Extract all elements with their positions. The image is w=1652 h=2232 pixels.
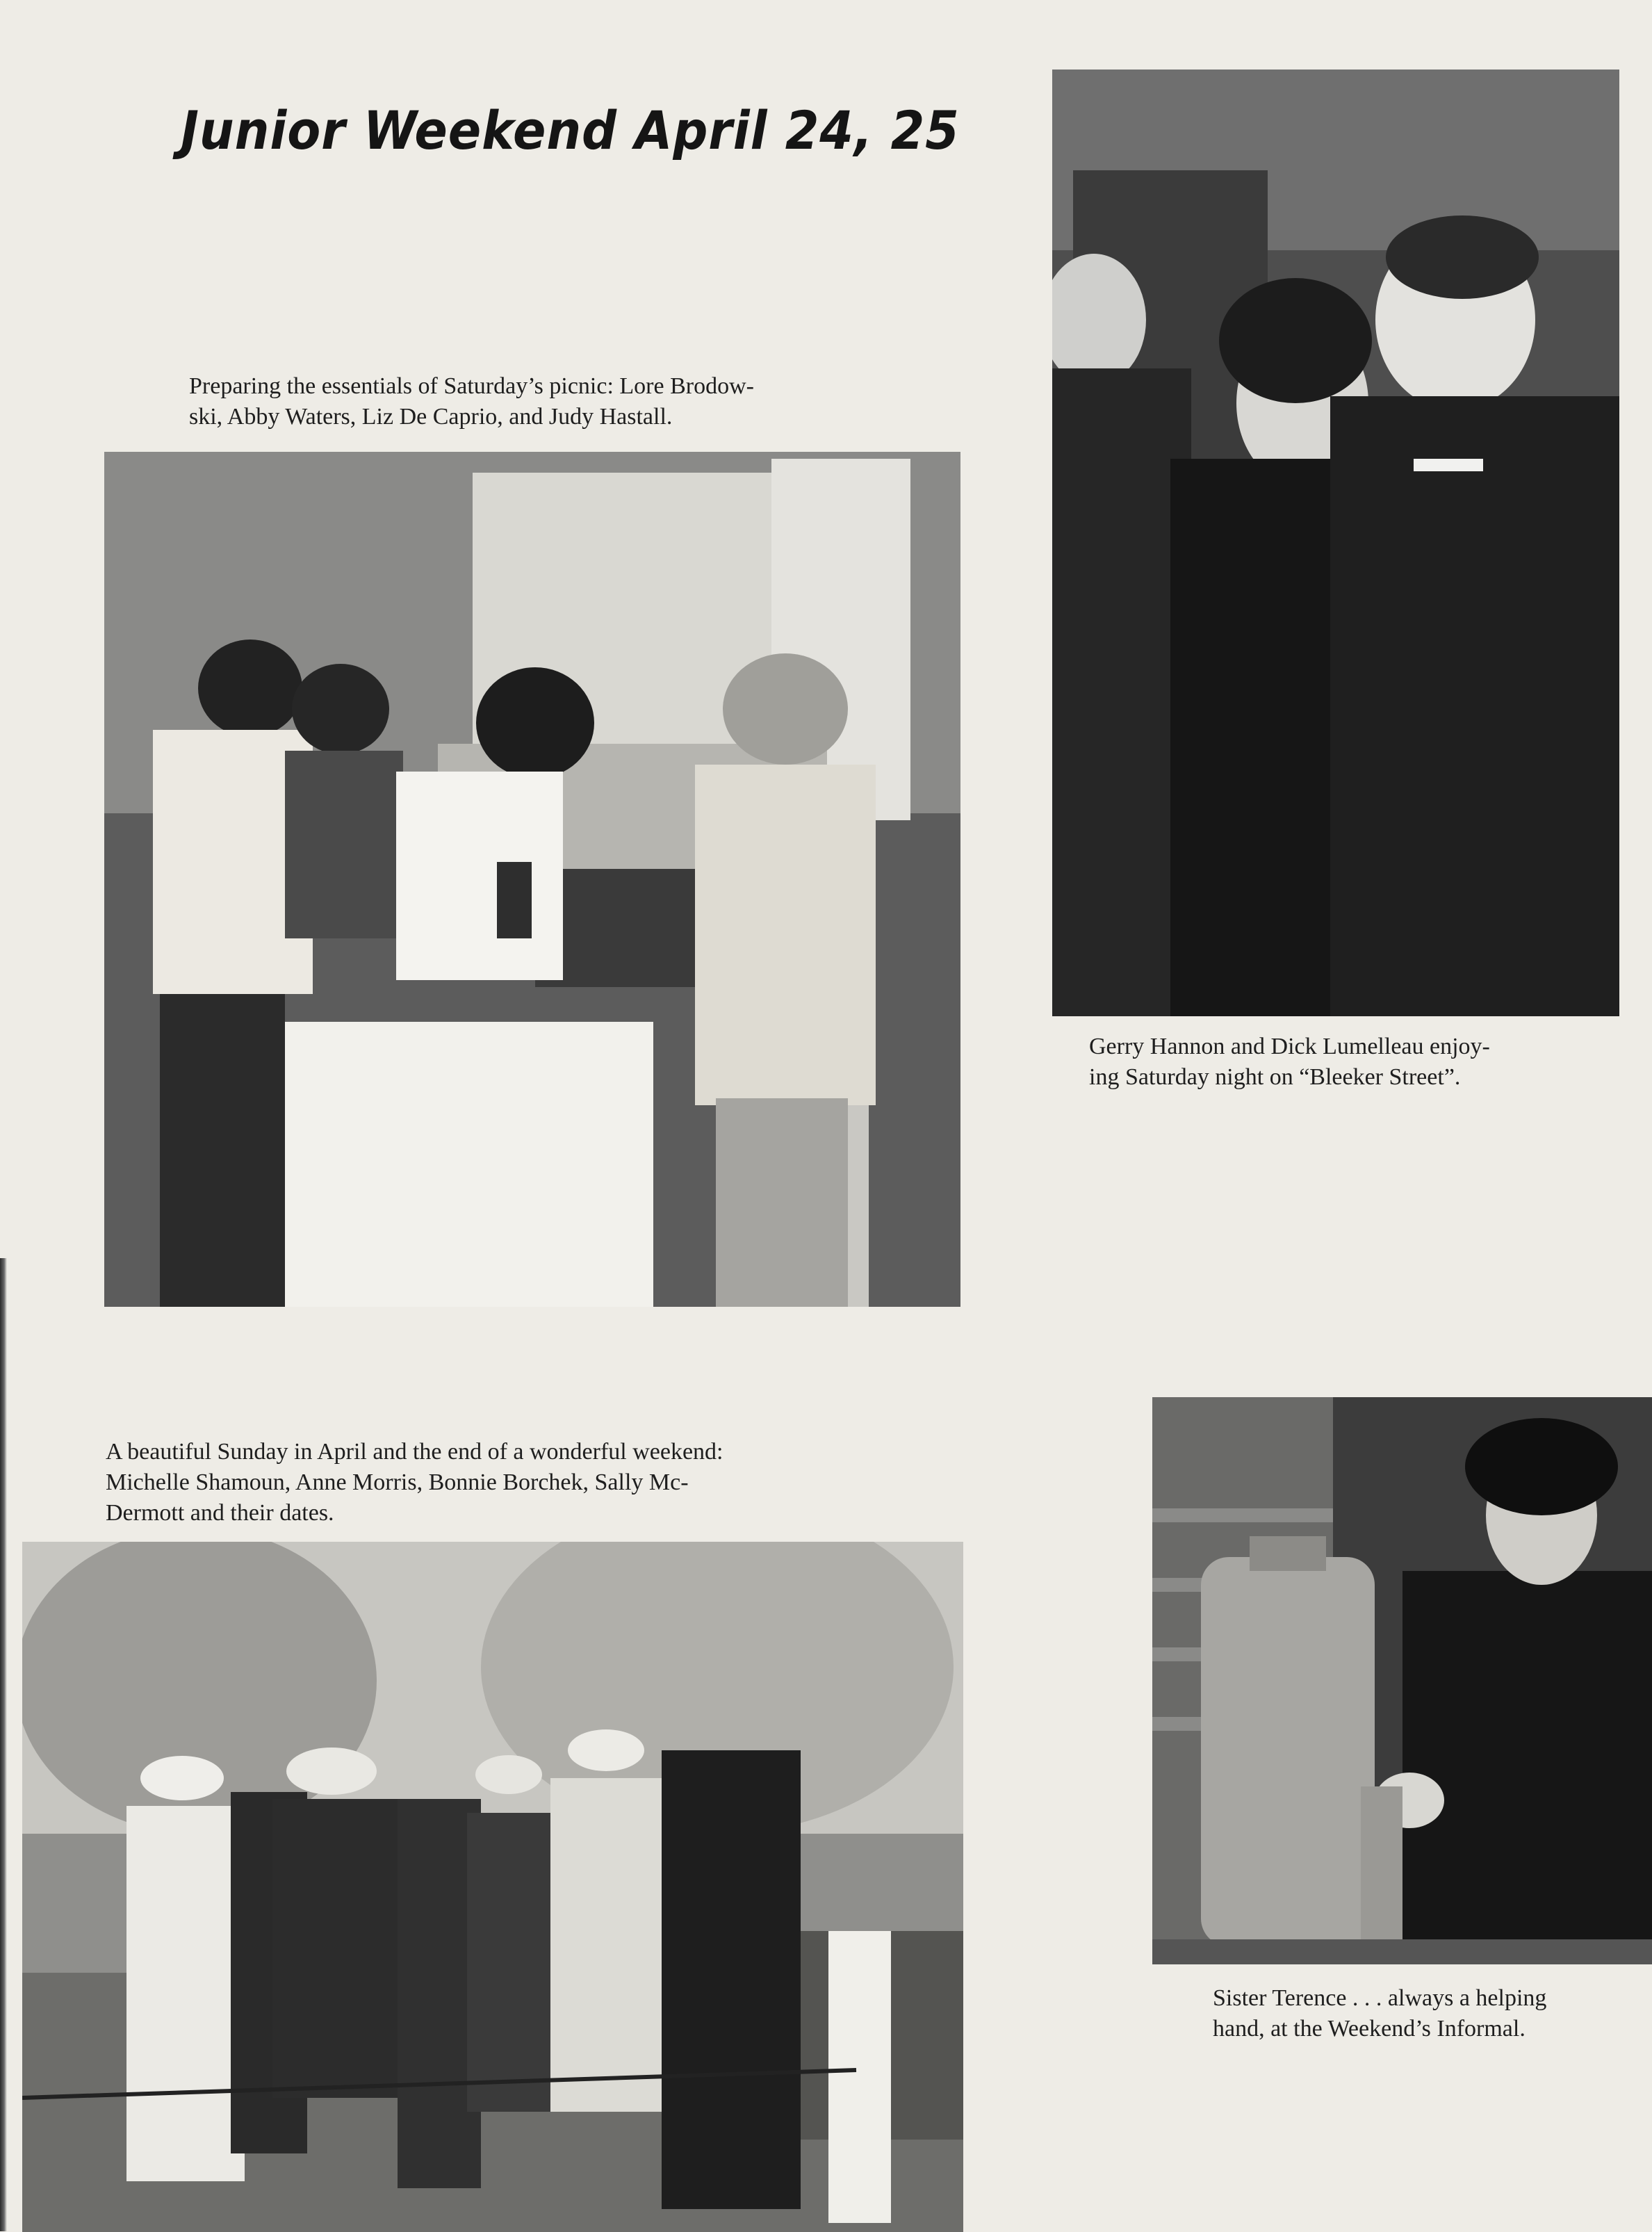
caption-line: Gerry Hannon and Dick Lumelleau enjoy-	[1089, 1034, 1490, 1059]
caption-line: Preparing the essentials of Saturday’s picnic: Lore Brodow-	[189, 373, 754, 399]
caption-line: A beautiful Sunday in April and the end of a wonderful weekend:	[106, 1439, 723, 1465]
caption-line: hand, at the Weekend’s Informal.	[1213, 2016, 1526, 2042]
photo-sister-terence	[1152, 1397, 1652, 1964]
caption-dance	[1089, 1032, 1591, 1093]
photo-sunday-group	[22, 1542, 963, 2232]
caption-sister	[1213, 1983, 1652, 2044]
caption-line: Dermott and their dates.	[106, 1500, 334, 1526]
binding-edge	[0, 1258, 7, 2231]
photo-bleeker-street-dance	[1052, 70, 1619, 1016]
caption-line: ing Saturday night on “Bleeker Street”.	[1089, 1064, 1461, 1090]
caption-sunday	[106, 1437, 863, 1529]
caption-line: ski, Abby Waters, Liz De Caprio, and Judy Hastall.	[189, 404, 673, 430]
caption-line: Sister Terence . . . always a helping	[1213, 1985, 1547, 2011]
caption-picnic	[189, 371, 884, 432]
caption-line: Michelle Shamoun, Anne Morris, Bonnie Borchek, Sally Mc-	[106, 1469, 689, 1495]
page-title: Junior Weekend April 24, 25	[181, 99, 960, 161]
photo-picnic-kitchen	[104, 452, 960, 1307]
